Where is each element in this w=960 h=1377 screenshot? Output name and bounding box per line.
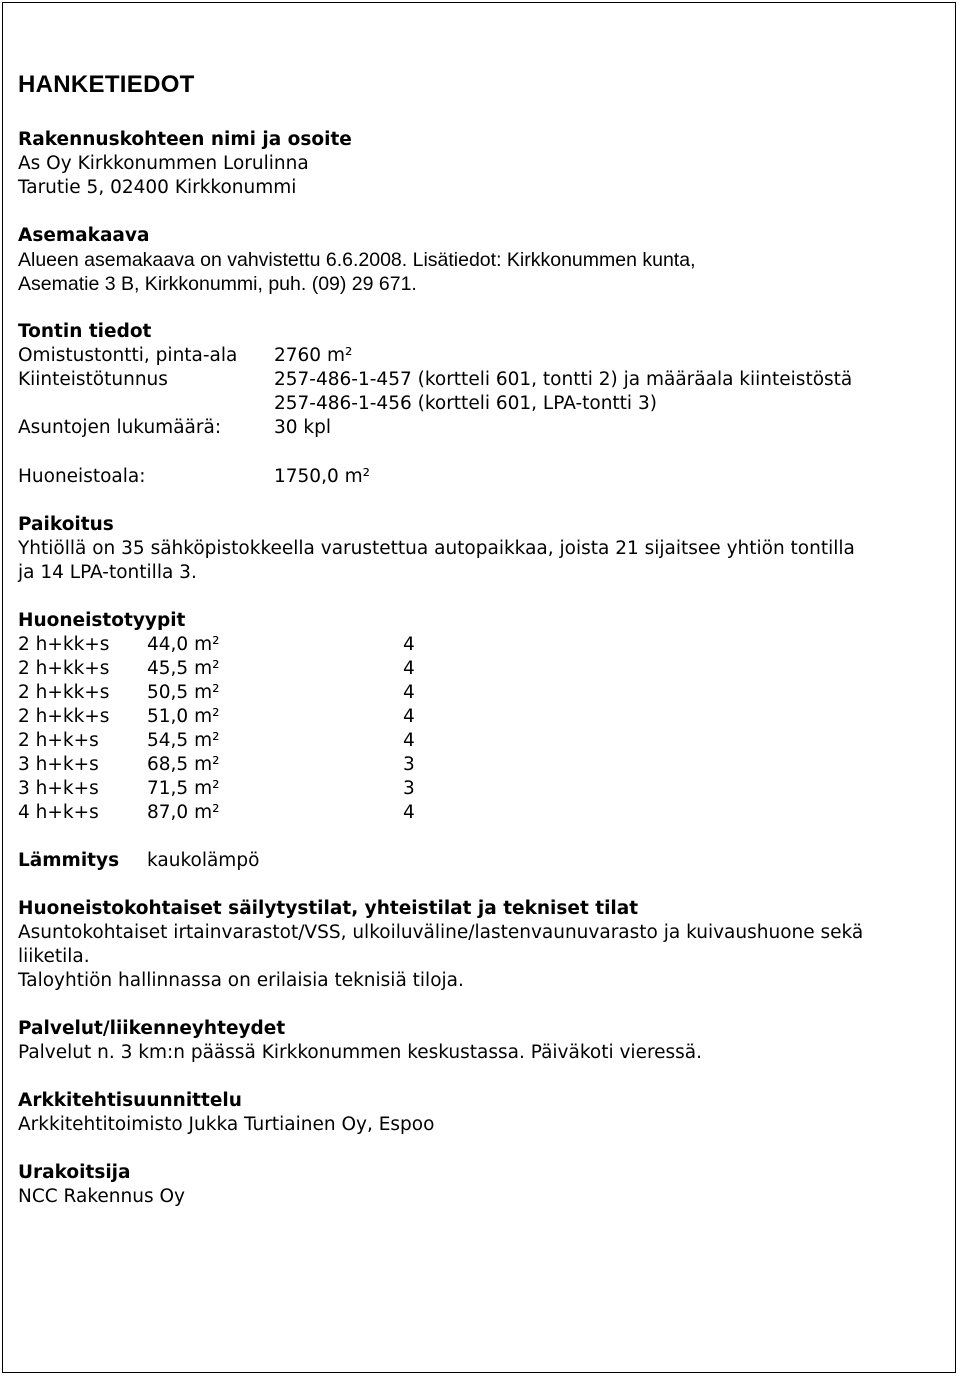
apartment-type: 2 h+kk+s xyxy=(18,634,110,655)
building-address: Tarutie 5, 02400 Kirkkonummi xyxy=(18,177,297,198)
apartment-type: 4 h+k+s xyxy=(18,802,99,823)
apartment-count: 3 xyxy=(403,778,415,799)
section-heading-urakoitsija: Urakoitsija xyxy=(18,1162,131,1183)
apartment-area: 50,5 m² xyxy=(147,682,220,703)
plot-row-value: 2760 m² xyxy=(274,345,353,366)
apartment-area: 45,5 m² xyxy=(147,658,220,679)
apartment-type: 3 h+k+s xyxy=(18,754,99,775)
architect-text: Arkkitehtitoimisto Jukka Turtiainen Oy, Espoo xyxy=(18,1114,435,1135)
plot-row-value: 257-486-1-456 (kortteli 601, LPA-tontti 3) xyxy=(274,393,657,414)
apartment-area: 71,5 m² xyxy=(147,778,220,799)
sailytys-text-line-2: liiketila. xyxy=(18,946,90,967)
page-title: HANKETIEDOT xyxy=(18,71,195,98)
section-heading-tontti: Tontin tiedot xyxy=(18,321,152,342)
apartment-count: 4 xyxy=(403,634,415,655)
plot-row-label: Huoneistoala: xyxy=(18,466,146,487)
paikoitus-text-line-2: ja 14 LPA-tontilla 3. xyxy=(18,562,197,583)
plot-row-label: Kiinteistötunnus xyxy=(18,369,168,390)
plot-row-label: Omistustontti, pinta-ala xyxy=(18,345,238,366)
palvelut-text: Palvelut n. 3 km:n päässä Kirkkonummen keskustassa. Päiväkoti vieressä. xyxy=(18,1042,703,1063)
apartment-type: 3 h+k+s xyxy=(18,778,99,799)
heating-value: kaukolämpö xyxy=(147,850,260,871)
section-heading-paikoitus: Paikoitus xyxy=(18,514,114,535)
apartment-count: 4 xyxy=(403,658,415,679)
apartment-count: 4 xyxy=(403,706,415,727)
section-heading-huoneistotyypit: Huoneistotyypit xyxy=(18,610,186,631)
building-name: As Oy Kirkkonummen Lorulinna xyxy=(18,153,309,174)
section-heading-asemakaava: Asemakaava xyxy=(18,225,150,246)
section-heading-lammitys: Lämmitys xyxy=(18,850,120,871)
sailytys-text-line-3: Taloyhtiön hallinnassa on erilaisia teknisiä tiloja. xyxy=(18,970,464,991)
apartment-count: 4 xyxy=(403,730,415,751)
apartment-type: 2 h+k+s xyxy=(18,730,99,751)
asemakaava-text-line-1: Alueen asemakaava on vahvistettu 6.6.2008. Lisätiedot: Kirkkonummen kunta, xyxy=(18,249,696,271)
apartment-area: 54,5 m² xyxy=(147,730,220,751)
apartment-type: 2 h+kk+s xyxy=(18,706,110,727)
plot-row-label: Asuntojen lukumäärä: xyxy=(18,417,222,438)
apartment-area: 87,0 m² xyxy=(147,802,220,823)
section-heading-rakennuskohde: Rakennuskohteen nimi ja osoite xyxy=(18,129,352,150)
apartment-area: 51,0 m² xyxy=(147,706,220,727)
section-heading-arkkitehti: Arkkitehtisuunnittelu xyxy=(18,1090,242,1111)
apartment-area: 68,5 m² xyxy=(147,754,220,775)
contractor-text: NCC Rakennus Oy xyxy=(18,1186,185,1207)
asemakaava-text-line-2: Asematie 3 B, Kirkkonummi, puh. (09) 29 671. xyxy=(18,273,417,295)
page-border xyxy=(2,2,956,1373)
section-heading-palvelut: Palvelut/liikenneyhteydet xyxy=(18,1018,286,1039)
plot-row-value: 1750,0 m² xyxy=(274,466,371,487)
plot-row-value: 30 kpl xyxy=(274,417,332,438)
plot-row-value: 257-486-1-457 (kortteli 601, tontti 2) ja määräala kiinteistöstä xyxy=(274,369,853,390)
apartment-count: 4 xyxy=(403,682,415,703)
section-heading-sailytys: Huoneistokohtaiset säilytystilat, yhteistilat ja tekniset tilat xyxy=(18,898,639,919)
apartment-area: 44,0 m² xyxy=(147,634,220,655)
apartment-count: 3 xyxy=(403,754,415,775)
apartment-type: 2 h+kk+s xyxy=(18,658,110,679)
paikoitus-text-line-1: Yhtiöllä on 35 sähköpistokkeella varustettua autopaikkaa, joista 21 sijaitsee yhtiön tontilla xyxy=(18,538,855,559)
sailytys-text-line-1: Asuntokohtaiset irtainvarastot/VSS, ulkoiluväline/lastenvaunuvarasto ja kuivaushuone sekä xyxy=(18,922,864,943)
apartment-type: 2 h+kk+s xyxy=(18,682,110,703)
apartment-count: 4 xyxy=(403,802,415,823)
